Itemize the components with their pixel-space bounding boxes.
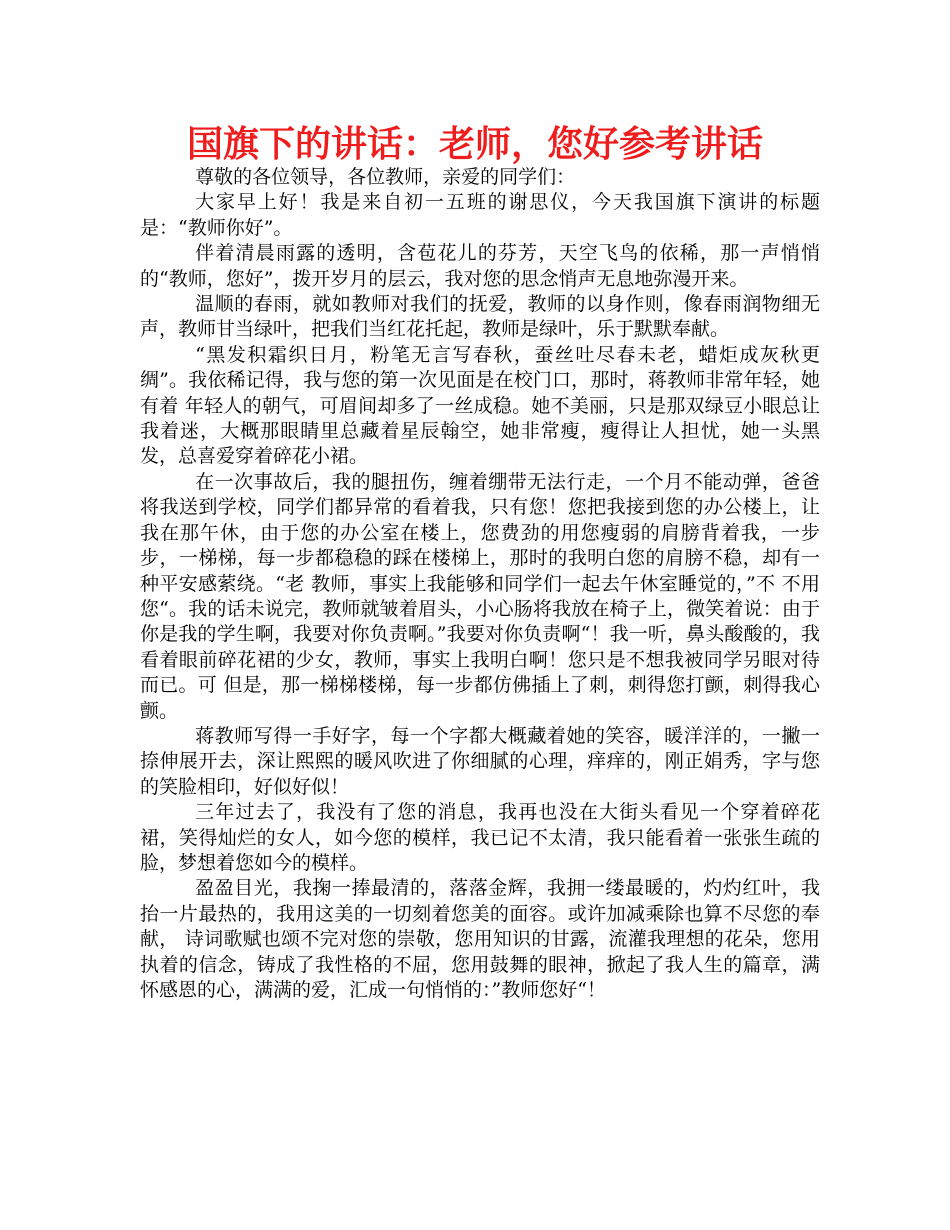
paragraph: 三年过去了，我没有了您的消息，我再也没在大街头看见一个穿着碎花裙，笑得灿烂的女人，如今您的模样，我已记不太清，我只能看着一张张生疏的脸，梦想着您如今的模样。: [140, 801, 820, 874]
paragraph: 蒋教师写得一手好字，每一个字都大概藏着她的笑容，暖洋洋的，一撇一捺伸展开去，深让熙熙的暖风吹进了你细腻的心理，痒痒的，刚正娟秀，字与您的笑脸相印，好似好似！: [140, 724, 820, 798]
document-body: [140, 165, 820, 1003]
paragraph-greeting: 大家早上好！我是来自初一五班的谢思仪，今天我国旗下演讲的标题是：“教师你好”。: [140, 191, 820, 239]
paragraph: 温顺的春雨，就如教师对我们的抚爱，教师的以身作则，像春雨润物细无声，教师甘当绿叶，把我们当红花托起，教师是绿叶，乐于默默奉献。: [140, 293, 820, 341]
document-title: 国旗下的讲话：老师，您好参考讲话: [186, 124, 763, 165]
paragraph: 在一次事故后，我的腿扭伤，缠着绷带无法行走，一个月不能动弹，爸爸将我送到学校，同学们都异常的看着我，只有您！您把我接到您的办公楼上，让我在那午休，由于您的办公室在楼上，您费劲的用您瘦弱的肩膀背着我，一步步，一梯梯，每一步都稳稳的踩在楼梯上，那时的我明白您的肩膀不稳，却有一种平安感萦绕。“老 教师，事实上我能够和同学们一起去午休室睡觉的，”不 不用您“。我的话未说完，教师就皱着眉头，小心肠将我放在椅子上，微笑着说：由于你是我的学生啊，我要对你负责啊。”我要对你负责啊“！我一听，鼻头酸酸的，我看着眼前碎花裙的少女，教师，事实上我明白啊！您只是不想我被同学另眼对待而已。可 但是，那一梯梯楼梯，每一步都仿佛插上了刺，刺得您打颤，刺得我心颤。: [140, 470, 820, 722]
paragraph: “黑发积霜织日月，粉笔无言写春秋，蚕丝吐尽春未老，蜡炬成灰秋更绸”。我依稀记得，我与您的第一次见面是在校门口，那时，蒋教师非常年轻，她有着 年轻人的朝气，可眉间却多了一丝成稳。她不美丽，只是那双绿豆小眼总让我着迷，大概那眼睛里总藏着星辰翰空，她非常瘦，瘦得让人担忧，她一头黑发，总喜爱穿着碎花小裙。: [140, 343, 820, 468]
paragraph-salutation: 尊敬的各位领导，各位教师，亲爱的同学们：: [195, 166, 576, 188]
paragraph: 盈盈目光，我掬一捧最清的，落落金辉，我拥一缕最暖的，灼灼红叶，我抬一片最热的，我用这美的一切刻着您美的面容。或许加减乘除也算不尽您的奉献， 诗词歌赋也颂不完对您的崇敬，您用知识的甘露，流灌我理想的花朵，您用执着的信念，铸成了我性格的不屈，您用鼓舞的眼神，掀起了我人生的篇章，满怀感恩的心，满满的爱，汇成一句悄悄的：”教师您好“！: [140, 877, 820, 1001]
paragraph: 伴着清晨雨露的透明，含苞花儿的芬芳，天空飞鸟的依稀，那一声悄悄的“教师，您好”，拨开岁月的层云，我对您的思念悄声无息地弥漫开来。: [140, 242, 820, 290]
